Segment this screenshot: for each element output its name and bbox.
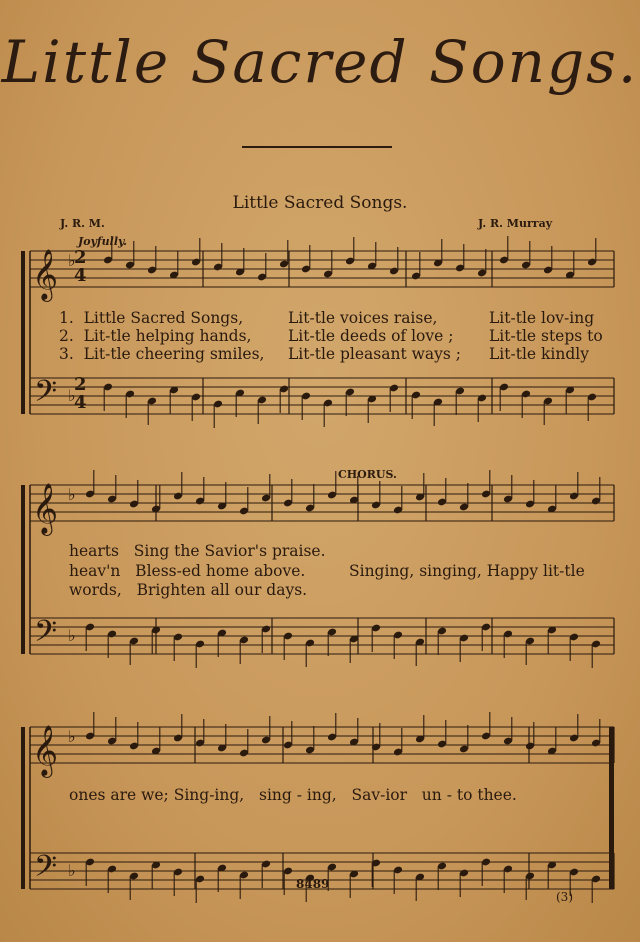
system-2-brace (21, 485, 25, 654)
system-2-key-flat-bass: ♭ (68, 626, 76, 645)
system-3-brace (21, 727, 25, 889)
system-1-treble-staff (30, 251, 614, 287)
system-1-brace (21, 251, 25, 414)
verse-1-part-c: Lit-tle lov-ing (489, 309, 595, 327)
time-signature-bass-0: 2 (74, 374, 87, 395)
chorus-lyric-line-2: ones are we; Sing-ing, sing - ing, Sav-ior un - to thee. (69, 786, 517, 804)
time-signature-bass-1: 4 (74, 392, 87, 413)
system-1-treble-clef: 𝄞 (32, 249, 59, 300)
lyricist-credit: J. R. M. (60, 217, 105, 230)
verse-2-part-b: Lit-tle deeds of love ; (288, 327, 454, 345)
tempo-marking: Joyfully. (78, 235, 127, 248)
system-1-bass-clef: 𝄢 (34, 375, 58, 416)
system-3-key-flat-bass: ♭ (68, 861, 76, 880)
verse-1-line-2: hearts Sing the Savior's praise. (69, 542, 326, 560)
verse-2-line-2: heav'n Bless-ed home above. (69, 562, 306, 580)
system-3-bass-clef: 𝄢 (34, 850, 58, 891)
final-double-bar (609, 727, 614, 889)
time-signature-treble-1: 4 (74, 265, 87, 286)
system-2-treble-clef: 𝄞 (32, 483, 59, 534)
system-1-key-flat-bass: ♭ (68, 386, 76, 405)
composer-credit: J. R. Murray (478, 217, 553, 230)
verse-2-part-c: Lit-tle steps to (489, 327, 603, 345)
verse-3-part-c: Lit-tle kindly (489, 345, 589, 363)
time-signature-treble-0: 2 (74, 247, 87, 268)
verse-3-part-b: Lit-tle pleasant ways ; (288, 345, 461, 363)
verse-1-part-b: Lit-tle voices raise, (288, 309, 438, 327)
verse-3-part-a: 3. Lit-tle cheering smiles, (59, 345, 265, 363)
system-2-bass-clef: 𝄢 (34, 615, 58, 656)
system-1-key-flat-treble: ♭ (68, 251, 76, 270)
publisher-number: 8489 (296, 877, 330, 891)
chorus-lyric-line-1: Singing, singing, Happy lit-tle (349, 562, 585, 580)
page-number: (3) (556, 890, 573, 904)
song-title: Little Sacred Songs. (232, 193, 408, 213)
verse-3-line-2: words, Brighten all our days. (69, 581, 308, 599)
system-2-key-flat-treble: ♭ (68, 485, 76, 504)
system-3-key-flat-treble: ♭ (68, 727, 76, 746)
system-3-treble-clef: 𝄞 (32, 725, 59, 776)
verse-1-part-a: 1. Little Sacred Songs, (59, 309, 244, 327)
verse-2-part-a: 2. Lit-tle helping hands, (59, 327, 252, 345)
chorus-label: CHORUS. (338, 468, 397, 481)
book-title: Little Sacred Songs. (1, 28, 639, 96)
